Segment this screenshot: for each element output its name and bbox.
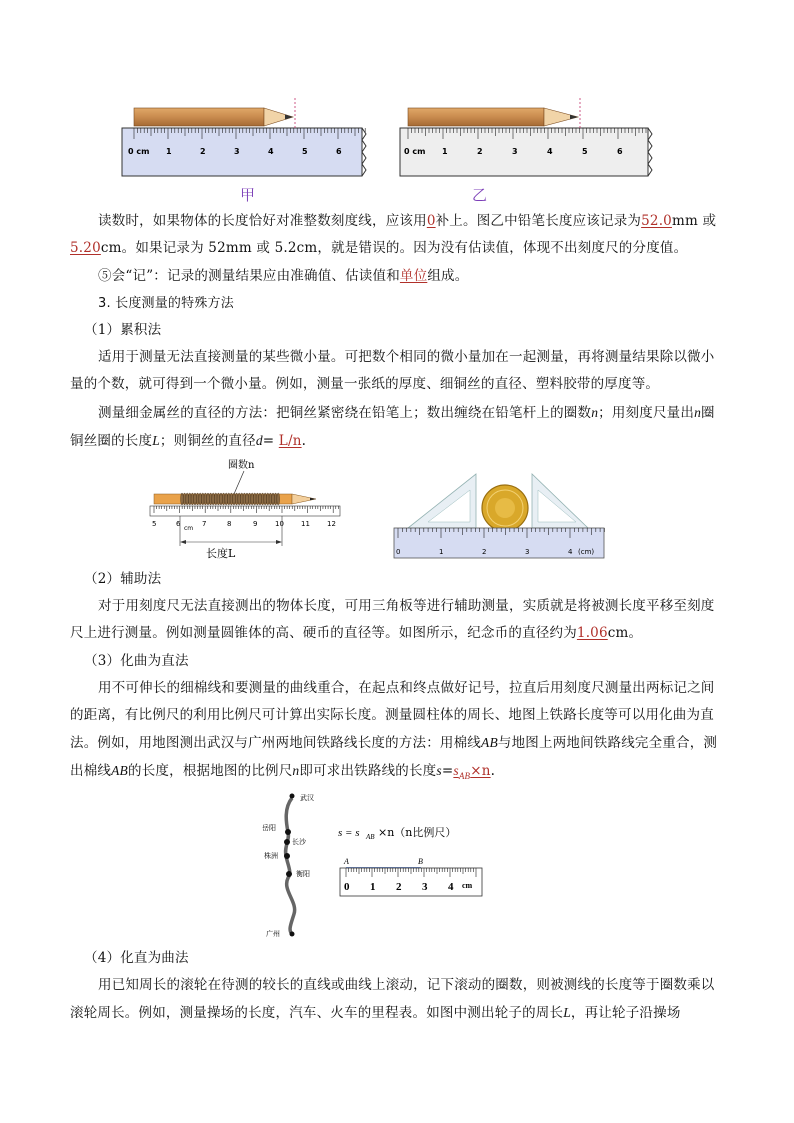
ruler-jia-tick-3: 3: [234, 147, 240, 156]
coin-ruler-tick-3: 3: [525, 548, 530, 556]
text: 组成。: [427, 268, 469, 284]
text: .: [301, 433, 307, 449]
coil-ruler-tick-9: 9: [253, 520, 258, 528]
pencil-jia: [134, 108, 264, 126]
paragraph-wire-diameter: [70, 399, 720, 455]
text: 读数时，如果物体的长度恰好对准整数刻度线，应该用: [98, 213, 427, 229]
text: =: [441, 763, 454, 779]
coil-winding: [264, 493, 267, 505]
answer-1-06: 1.06: [576, 625, 608, 641]
city-guangzhou: 广州: [266, 930, 280, 938]
map-ruler-unit: cm: [462, 881, 473, 890]
text: 用已知周长的滚轮在待测的较长的直线或曲线上滚动，记下滚动的圈数，则被测线的长度等于圈数乘以滚轮周长。例如，测量操场的长度，汽车、火车的里程表。如图中测出轮子的周长: [70, 977, 715, 1021]
coil-winding: [181, 493, 184, 505]
coil-winding: [183, 493, 186, 505]
coil-winding: [227, 493, 230, 505]
answer-5-20: 5.20: [70, 240, 101, 256]
answer-s-ab: [453, 763, 470, 779]
coil-winding: [240, 493, 243, 505]
coil-winding: [186, 493, 189, 505]
text: 对于用刻度尺无法直接测出的物体长度，可用三角板等进行辅助测量，实质就是将被测长度平移至刻度尺上进行测量。例如测量圆锥体的高、硬币的直径等。如图所示，纪念币的直径约为: [70, 598, 715, 641]
paragraph-curve-to-straight: [70, 675, 720, 791]
text: 即可求出铁路线的长度: [299, 763, 437, 779]
coil-winding: [204, 493, 207, 505]
figure-coil-pencil: [146, 456, 346, 564]
text: =: [262, 433, 275, 449]
city-wuhan: 武汉: [300, 794, 314, 802]
city-zhuzhou: 株洲: [264, 852, 278, 860]
ruler-yi-tick-6: 6: [617, 147, 623, 156]
text: cm。: [607, 625, 643, 641]
coil-ruler-tick-7: 7: [202, 520, 207, 528]
coil-winding: [233, 493, 236, 505]
formula-rest: ×n（n比例尺）: [378, 826, 457, 839]
text: 的长度，根据地图的比例尺: [128, 763, 293, 779]
railway-line: [286, 798, 295, 934]
text: 补上。图乙中铅笔长度应该记录为: [435, 213, 642, 229]
ruler-jia-tick-5: 5: [302, 147, 308, 156]
map-ruler-tick-1: 1: [370, 881, 376, 893]
var-AB: AB: [111, 763, 129, 778]
city-changsha: 长沙: [292, 838, 306, 846]
coil-ruler-unit: cm: [184, 525, 194, 532]
ruler-jia-tick-4: 4: [268, 147, 274, 156]
ruler-small: [150, 506, 340, 516]
city-yueyang: 岳阳: [262, 824, 276, 832]
var-L: L: [152, 433, 160, 448]
coil-winding: [243, 493, 246, 505]
ruler-jia-unit: 0 cm: [128, 147, 150, 156]
answer-times-n: ×n: [470, 763, 491, 779]
coil-ruler-tick-5: 5: [152, 520, 157, 528]
coil-winding: [196, 493, 199, 505]
coil-ruler-tick-10: 10: [275, 520, 284, 528]
ruler-yi: [400, 98, 652, 176]
coin-ruler-tick-4: 4: [568, 548, 573, 556]
paragraph-reading-zero: [70, 208, 720, 262]
coil-winding: [194, 493, 197, 505]
coil-winding: [235, 493, 238, 505]
heading-straight-to-curve: （4）化直为曲法: [84, 950, 189, 966]
coin-ruler-unit: (cm): [578, 548, 595, 556]
coil-ruler-tick-6: 6: [176, 520, 181, 528]
figure-pencil-rulers: [118, 94, 678, 184]
text: ；用刻度尺量出: [598, 405, 695, 421]
ruler-yi-tick-1: 1: [442, 147, 448, 156]
var-n: n: [694, 405, 702, 420]
coil-winding: [225, 493, 228, 505]
map-ruler-tick-0: 0: [344, 881, 350, 893]
coil-winding: [266, 493, 269, 505]
coin-ruler-tick-1: 1: [439, 548, 444, 556]
coil-winding: [269, 493, 272, 505]
coil-winding: [238, 493, 241, 505]
var-n: n: [591, 405, 599, 420]
ruler-jia-tick-6: 6: [336, 147, 342, 156]
coil-winding: [220, 493, 223, 505]
var-AB: AB: [481, 735, 498, 750]
ruler-jia: [122, 98, 366, 176]
heading-special-methods: 3. 长度测量的特殊方法: [98, 296, 234, 311]
text: 圈铜丝圈的长度: [70, 405, 715, 449]
coil-winding: [230, 493, 233, 505]
var-AB: AB: [458, 770, 471, 781]
answer-unit: 单位: [399, 268, 428, 284]
coil-winding: [222, 493, 225, 505]
coil-winding: [261, 493, 264, 505]
coin-ruler-tick-2: 2: [482, 548, 487, 556]
coil-winding: [248, 493, 251, 505]
coil-winding: [201, 493, 204, 505]
coil-ruler-tick-11: 11: [301, 520, 310, 528]
ruler-yi-tick-5: 5: [582, 147, 588, 156]
var-d: d: [255, 433, 263, 448]
coil-winding: [277, 493, 280, 505]
paragraph-accumulation: 适用于测量无法直接测量的某些微小量。可把数个相同的微小量加在一起测量，再将测量结果除以微小量的个数，就可得到一个微小量。例如，测量一张纸的厚度、细铜丝的直径、塑料胶带的厚度等。: [70, 349, 715, 392]
answer-52-0: 52.0: [641, 213, 672, 229]
coil-winding: [251, 493, 254, 505]
point-B: B: [418, 857, 423, 866]
coil-winding: [272, 493, 275, 505]
ruler-yi-tick-3: 3: [512, 147, 518, 156]
coil-winding: [191, 493, 194, 505]
formula-sub: AB: [366, 833, 375, 841]
ruler-yi-tick-4: 4: [547, 147, 553, 156]
ruler-jia-tick-1: 1: [166, 147, 172, 156]
coil-winding: [256, 493, 259, 505]
coil-count-label: 圈数n: [228, 460, 255, 471]
figure-label-jia: 甲: [240, 186, 256, 204]
figure-railway-map: [254, 786, 494, 942]
text: cm。如果记录为 52mm 或 5.2cm，就是错误的。因为没有估读值，体现不出刻度尺的分度值。: [100, 240, 688, 256]
coil-winding: [214, 493, 217, 505]
text: 测量细金属丝的直径的方法：把铜丝紧密绕在铅笔上；数出缠绕在铅笔杆上的圈数: [98, 405, 592, 421]
city-hengyang: 衡阳: [296, 870, 310, 878]
coin-ruler: [394, 528, 604, 558]
coil-winding: [207, 493, 210, 505]
point-A: A: [344, 857, 349, 866]
var-s: s: [453, 763, 459, 778]
text: mm 或: [671, 213, 717, 229]
coil-winding: [212, 493, 215, 505]
ruler-yi-unit: 0 cm: [404, 147, 426, 156]
coil-winding: [274, 493, 277, 505]
coil-winding: [246, 493, 249, 505]
coil-winding: [199, 493, 202, 505]
coil-winding: [259, 493, 262, 505]
ruler-yi-tick-2: 2: [477, 147, 483, 156]
coin-ruler-tick-0: 0: [396, 548, 401, 556]
var-L: L: [563, 1005, 571, 1020]
figure-label-yi: 乙: [472, 186, 488, 204]
paragraph-auxiliary: [70, 593, 720, 647]
text: ；则铜丝的直径: [159, 433, 256, 449]
coil-winding: [188, 493, 191, 505]
text: ，再让轮子沿操场: [570, 1005, 681, 1021]
answer-zero: 0: [426, 213, 436, 229]
coil-ruler-tick-12: 12: [327, 520, 336, 528]
paragraph-record: [70, 263, 720, 290]
paragraph-straight-to-curve: [70, 972, 720, 1027]
map-ruler-tick-3: 3: [422, 881, 428, 893]
figure-coin-ruler: [392, 470, 608, 562]
coil-winding: [253, 493, 256, 505]
map-ruler-tick-2: 2: [396, 881, 402, 893]
heading-accumulation: （1）累积法: [84, 322, 162, 338]
text: 与地图上两地间铁路线完全重合，测出棉线: [70, 735, 718, 779]
coil-winding: [209, 493, 212, 505]
heading-auxiliary: （2）辅助法: [84, 571, 162, 587]
coil-ruler-tick-8: 8: [227, 520, 232, 528]
formula-head: s = s: [338, 827, 360, 839]
text: 用不可伸长的细棉线和要测量的曲线重合，在起点和终点做好记号，拉直后用刻度尺测量出两标记之间的距离，有比例尺的利用比例尺可计算出实际长度。测量圆柱体的周长、地图上铁路长度等可以用化曲为直法。例如，用地图测出武汉与广州两地间铁路线长度的方法：用棉线: [70, 680, 715, 751]
length-label: 长度L: [206, 547, 236, 560]
ruler-jia-tick-2: 2: [200, 147, 206, 156]
text: ⑤会“记”：记录的测量结果应由准确值、估读值和: [98, 268, 400, 284]
text: .: [490, 763, 496, 779]
map-ruler-tick-4: 4: [448, 881, 454, 893]
coil-winding: [217, 493, 220, 505]
heading-curve-to-straight: （3）化曲为直法: [84, 653, 189, 669]
pencil-yi: [408, 108, 544, 126]
var-n: n: [292, 763, 300, 778]
var-s: s: [436, 763, 442, 778]
answer-L-over-n: L/n: [278, 433, 302, 449]
